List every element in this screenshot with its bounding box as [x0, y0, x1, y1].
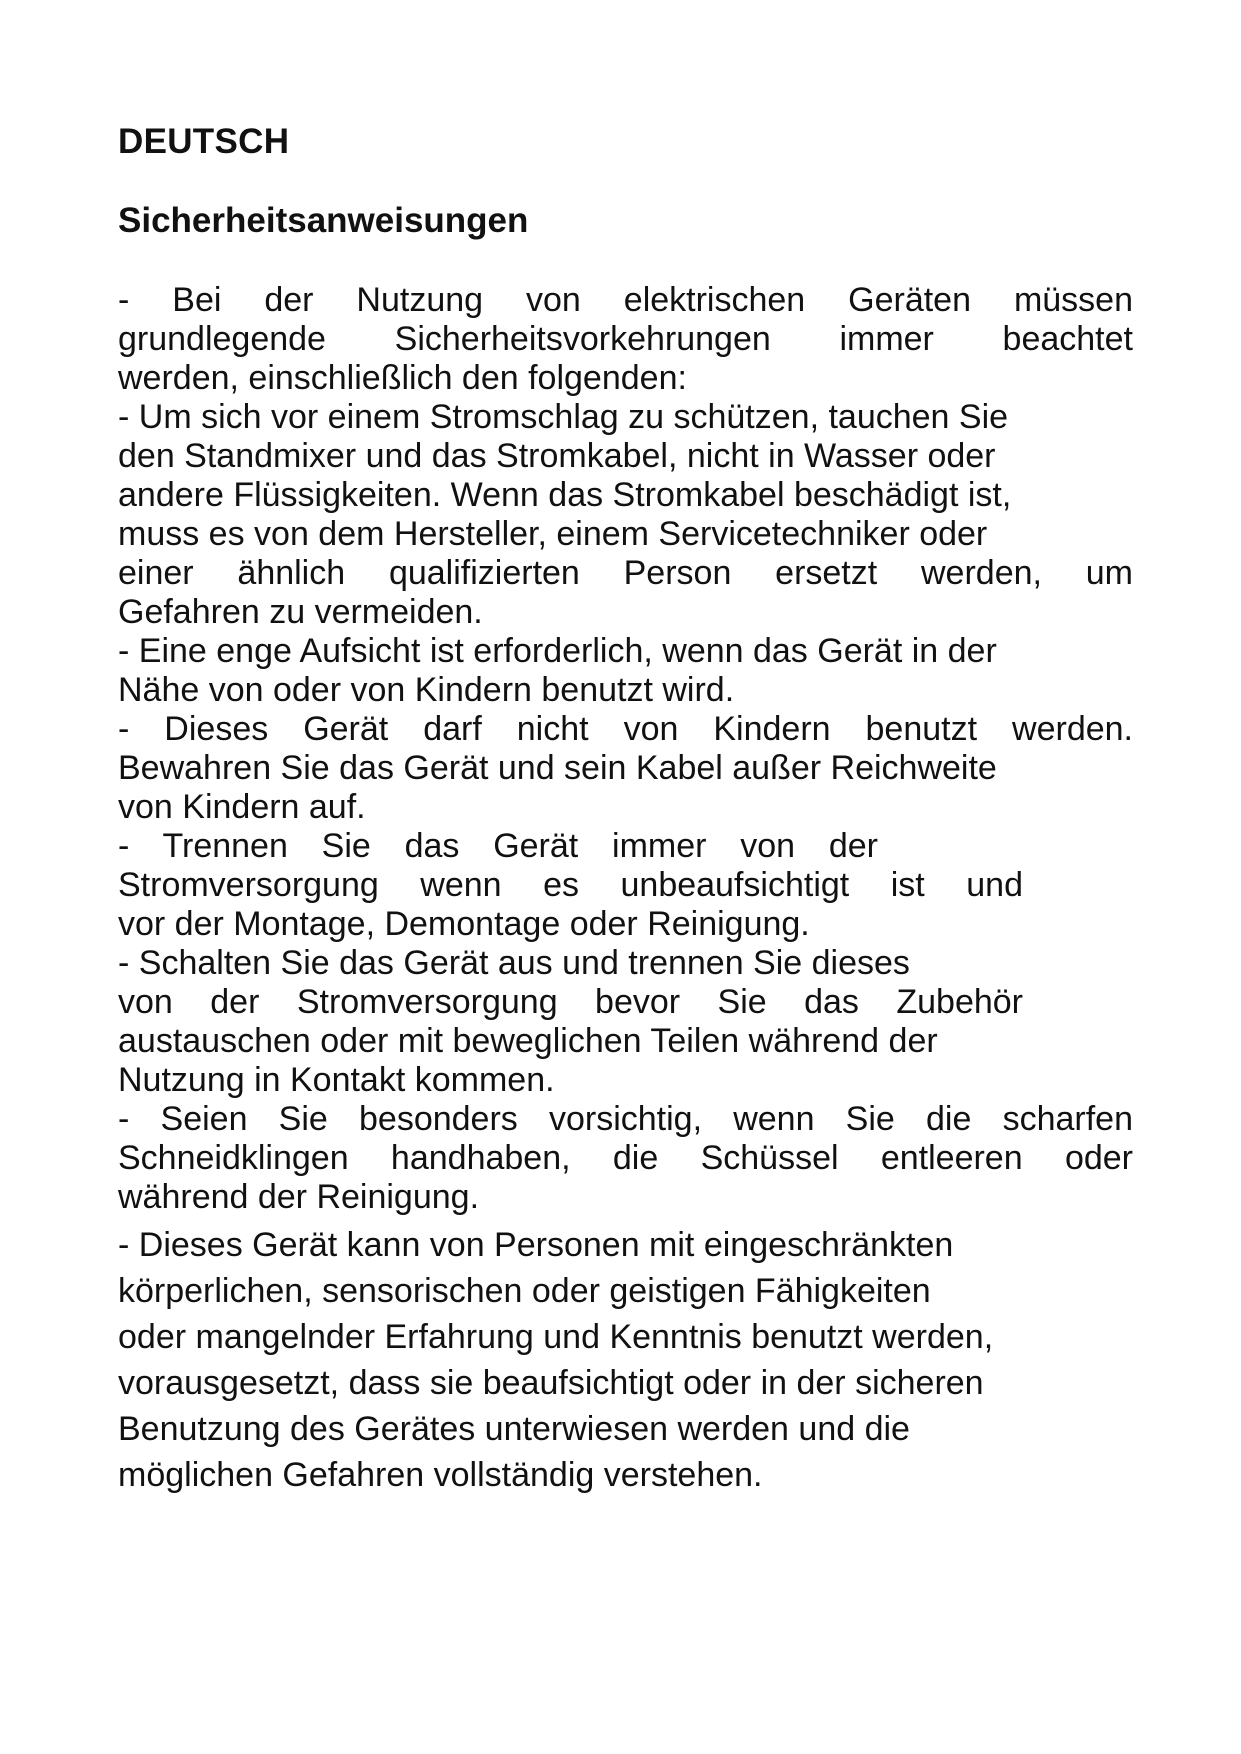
section-title: Sicherheitsanweisungen	[118, 201, 529, 240]
paragraph-line: - Dieses Gerät kann von Personen mit eingeschränkten	[118, 1226, 954, 1264]
paragraph-line: muss es von dem Hersteller, einem Servicetechniker oder	[118, 515, 988, 553]
paragraph-line: Gefahren zu vermeiden.	[118, 593, 483, 631]
safety-paragraph-8	[118, 1222, 1133, 1498]
paragraph-line: während der Reinigung.	[118, 1178, 480, 1216]
paragraph-line: möglichen Gefahren vollständig verstehen.	[118, 1456, 763, 1494]
safety-paragraph-4	[118, 710, 1133, 827]
paragraph-line: Nähe von oder von Kindern benutzt wird.	[118, 671, 735, 709]
paragraph-line: körperlichen, sensorischen oder geistigen Fähigkeiten	[118, 1272, 931, 1310]
paragraph-line: - Dieses Gerät darf nicht von Kindern benutzt werden.	[118, 710, 1133, 748]
paragraph-line: Benutzung des Gerätes unterwiesen werden und die	[118, 1410, 910, 1448]
paragraph-line: von Kindern auf.	[118, 788, 366, 826]
paragraph-line: vor der Montage, Demontage oder Reinigung.	[118, 905, 810, 943]
paragraph-line: austauschen oder mit beweglichen Teilen während der	[118, 1022, 938, 1060]
paragraph-line: einer ähnlich qualifizierten Person ersetzt werden, um	[118, 554, 1133, 592]
safety-paragraph-3	[118, 632, 1133, 710]
paragraph-line: Schneidklingen handhaben, die Schüssel entleeren oder	[118, 1139, 1133, 1177]
paragraph-line: Stromversorgung wenn es unbeaufsichtigt ist und	[118, 866, 1023, 904]
language-heading: DEUTSCH	[118, 122, 290, 161]
safety-paragraph-6	[118, 944, 1133, 1100]
safety-paragraph-1	[118, 281, 1133, 398]
paragraph-line: vorausgesetzt, dass sie beaufsichtigt oder in der sicheren	[118, 1364, 984, 1402]
paragraph-line: den Standmixer und das Stromkabel, nicht in Wasser oder	[118, 437, 996, 475]
paragraph-line: - Um sich vor einem Stromschlag zu schützen, tauchen Sie	[118, 398, 1009, 436]
paragraph-line: - Trennen Sie das Gerät immer von der	[118, 827, 878, 865]
paragraph-line: grundlegende Sicherheitsvorkehrungen immer beachtet	[118, 320, 1133, 358]
paragraph-line: von der Stromversorgung bevor Sie das Zubehör	[118, 983, 1023, 1021]
safety-paragraph-2	[118, 398, 1133, 632]
safety-paragraph-7	[118, 1100, 1133, 1217]
safety-paragraph-5	[118, 827, 1023, 944]
paragraph-line: oder mangelnder Erfahrung und Kenntnis benutzt werden,	[118, 1318, 994, 1356]
paragraph-line: - Eine enge Aufsicht ist erforderlich, wenn das Gerät in der	[118, 632, 997, 670]
paragraph-line: Nutzung in Kontakt kommen.	[118, 1061, 555, 1099]
paragraph-line: werden, einschließlich den folgenden:	[118, 359, 687, 397]
paragraph-line: - Seien Sie besonders vorsichtig, wenn Sie die scharfen	[118, 1100, 1133, 1138]
paragraph-line: - Schalten Sie das Gerät aus und trennen Sie dieses	[118, 944, 910, 982]
paragraph-line: andere Flüssigkeiten. Wenn das Stromkabel beschädigt ist,	[118, 476, 1012, 514]
paragraph-line: - Bei der Nutzung von elektrischen Geräten müssen	[118, 281, 1133, 319]
paragraph-line: Bewahren Sie das Gerät und sein Kabel außer Reichweite	[118, 749, 997, 787]
